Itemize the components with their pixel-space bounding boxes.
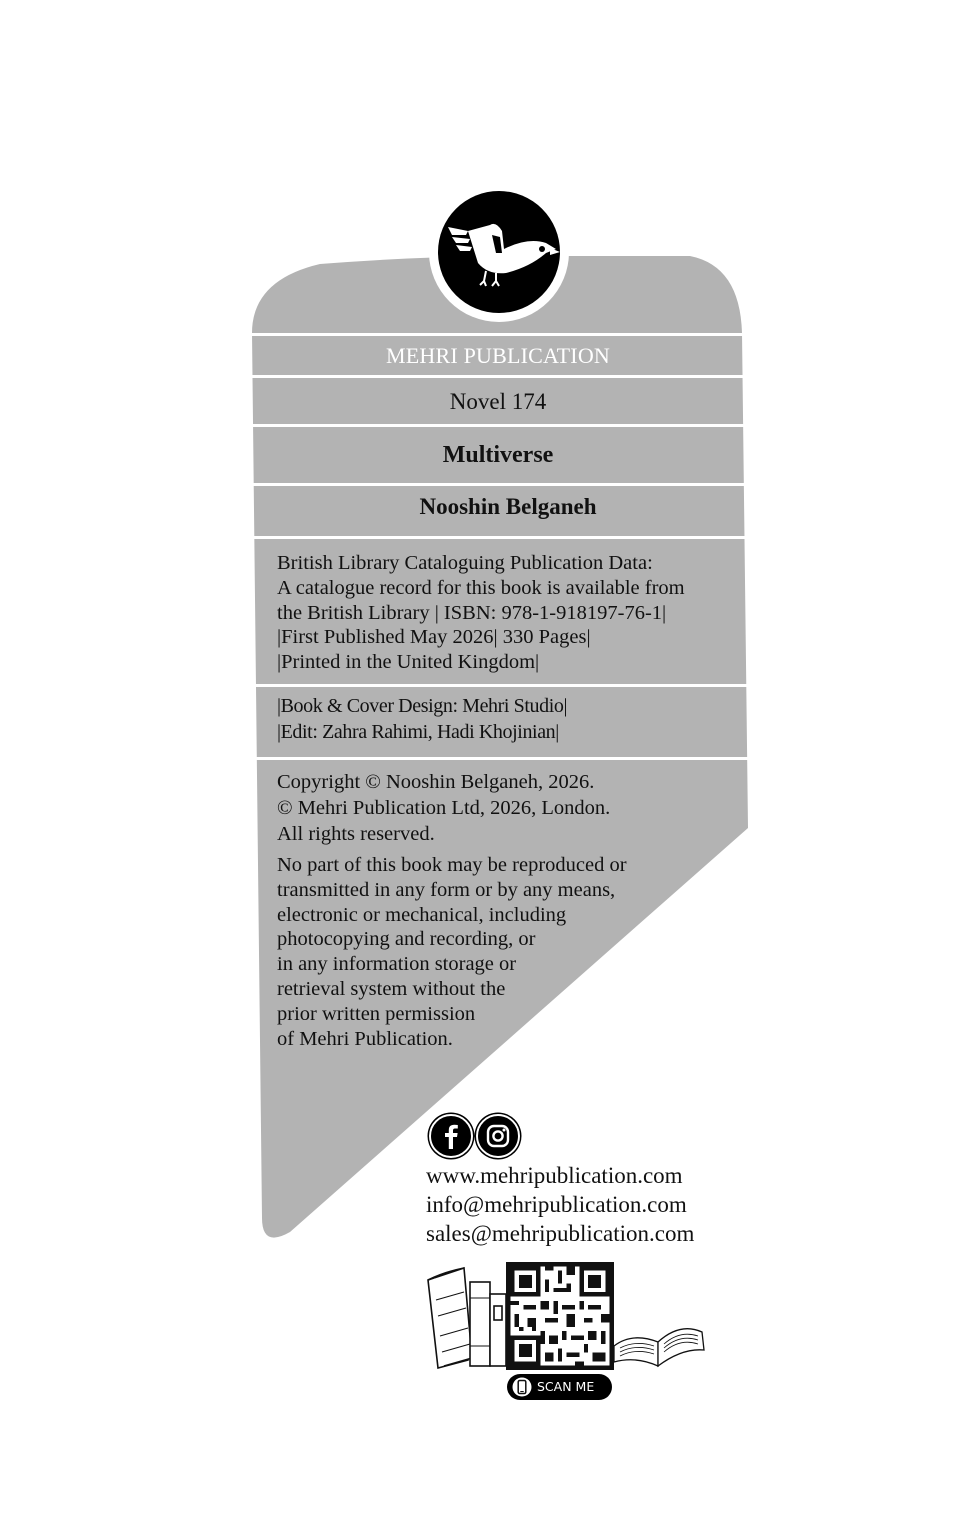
rights-notice: No part of this book may be reproduced or transmitted in any form or by any means, electronic or mechanical, including photocopying and recording, or in any information storage or retrieval system without the prior written permission of Mehri Publication.: [277, 854, 627, 1050]
copyright-text: Copyright © Nooshin Belganeh, 2026. © Mehri Publication Ltd, 2026, London. All rights reserved.: [277, 771, 611, 845]
open-book-icon: [612, 1302, 706, 1368]
facebook-icon[interactable]: [429, 1114, 473, 1158]
divider: [250, 684, 750, 687]
publisher-name: MEHRI PUBLICATION: [385, 343, 610, 368]
scan-me-label: SCAN ME: [537, 1379, 595, 1394]
website-link[interactable]: www.mehripublication.com: [426, 1163, 683, 1188]
bird-logo-icon: [438, 191, 560, 313]
divider: [250, 757, 750, 760]
sales-email-link[interactable]: sales@mehripublication.com: [426, 1221, 695, 1246]
qr-code[interactable]: [506, 1262, 614, 1370]
divider: [250, 333, 750, 336]
scan-me-button[interactable]: [507, 1374, 612, 1400]
catalogue-data: British Library Cataloguing Publication Data: A catalogue record for this book is available from the British Library | ISBN: 978-1-918197-76-1| |First Published May 2026| 330 Pages| |Printed in the United Kingdom|: [277, 552, 685, 674]
instagram-icon[interactable]: [476, 1114, 520, 1158]
credits: |Book & Cover Design: Mehri Studio| |Edit: Zahra Rahimi, Hadi Khojinian|: [277, 695, 568, 743]
book-title: Multiverse: [442, 442, 554, 468]
divider: [250, 424, 750, 427]
info-email-link[interactable]: info@mehripublication.com: [426, 1192, 687, 1217]
divider: [250, 536, 750, 539]
phone-icon: [512, 1377, 532, 1397]
divider: [250, 483, 750, 486]
series-number: Novel 174: [449, 389, 547, 414]
author-name: Nooshin Belganeh: [419, 494, 597, 519]
books-icon: [424, 1260, 508, 1370]
divider: [250, 375, 750, 378]
